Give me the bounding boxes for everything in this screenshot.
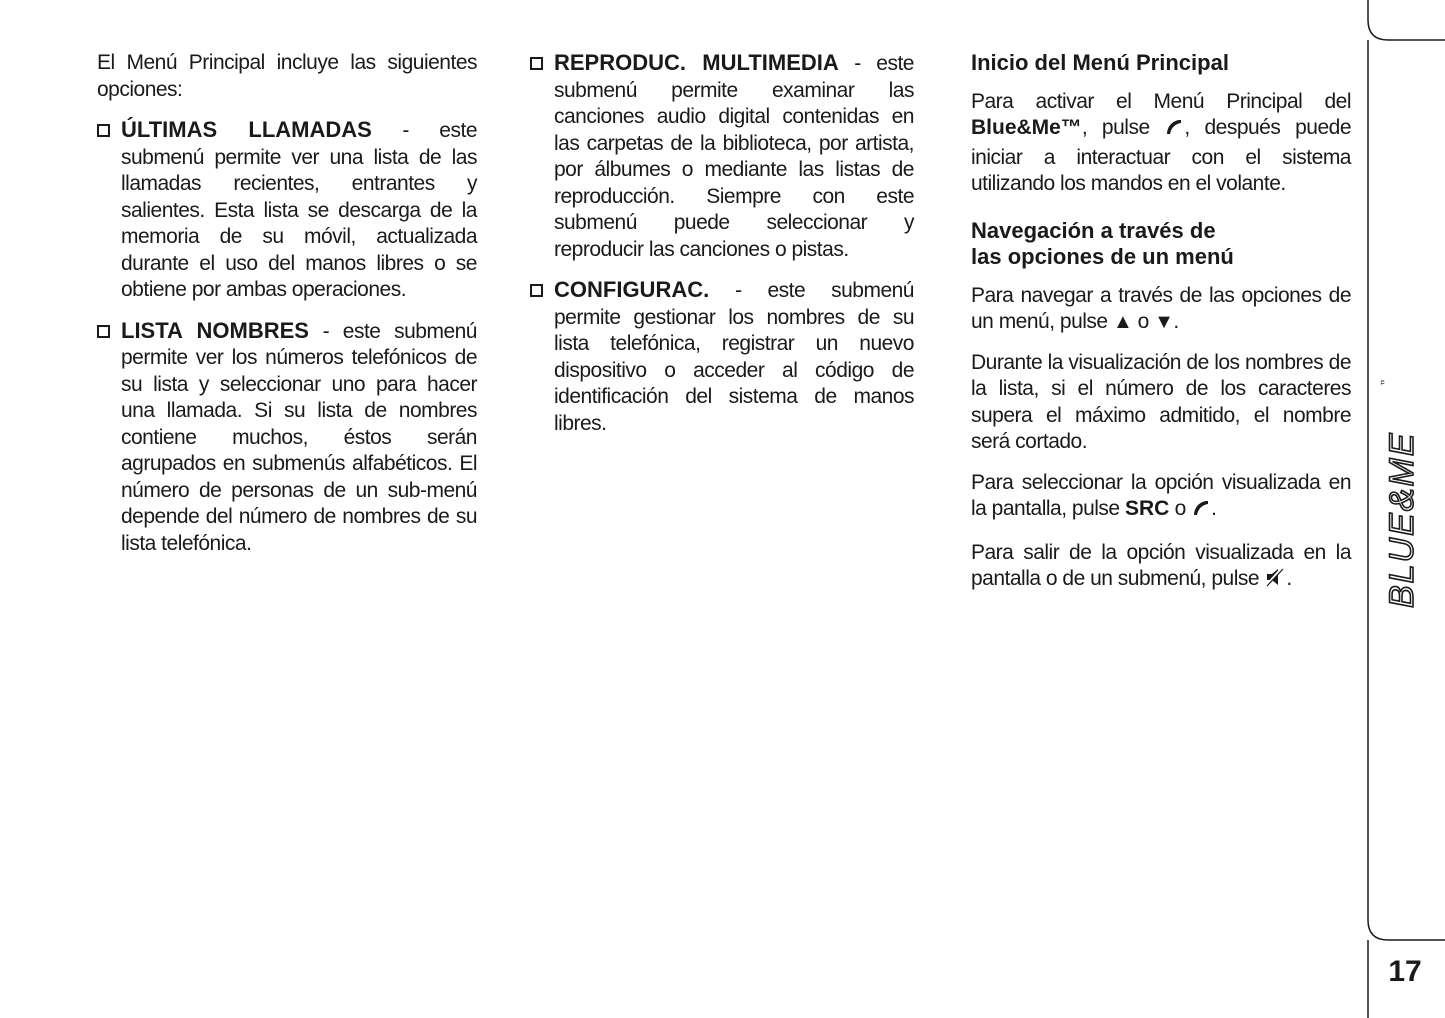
checkbox-bullet-icon <box>97 325 110 338</box>
phone-handset-icon <box>1191 498 1211 526</box>
paragraph-select <box>971 470 1351 526</box>
text-segment: , después puede iniciar a interactuar con el sistema utilizando los mandos en el volante. <box>971 116 1351 195</box>
menu-option-configurac <box>530 277 914 437</box>
text-segment: Para activar el Menú Principal del <box>971 89 1351 113</box>
checkbox-bullet-icon <box>97 124 110 137</box>
option-description: - este submenú permite gestionar los nombres de su lista telefónica, registrar un nuevo dispositivo o acceder al código de identificación del sistema de manos libres. <box>554 279 914 435</box>
heading-line: las opciones de un menú <box>971 244 1234 269</box>
brand-logo-vertical <box>1380 380 1420 610</box>
checkbox-bullet-icon <box>530 57 543 70</box>
text-segment: o <box>1132 310 1155 333</box>
text-segment: Para seleccionar la opción visualizada en la pantalla, pulse <box>971 470 1351 520</box>
src-key-label: SRC <box>1124 497 1170 520</box>
column-1 <box>97 50 477 571</box>
arrow-down-icon: ▼ <box>1154 311 1174 333</box>
section-heading-inicio: Inicio del Menú Principal <box>971 50 1229 75</box>
option-keyword: CONFIGURAC. <box>554 277 710 302</box>
text-segment: . <box>1211 497 1217 520</box>
menu-option-lista-nombres <box>97 318 477 558</box>
trademark-text: ™ <box>1380 380 1389 386</box>
text-segment: o <box>1169 497 1192 520</box>
brand-text: BLUE&ME <box>1383 431 1420 608</box>
column-2 <box>530 50 914 451</box>
page-number: 17 <box>1388 955 1422 988</box>
text-segment: , pulse <box>1081 116 1165 139</box>
option-description: - este submenú permite ver los números telefónicos de su lista y seleccionar uno para hacer una llamada. Si su lista de nombres contiene muchos, éstos serán agrupados en submenús alfabéticos. El número de personas de un sub-menú depende del número de nombres de su lista telefónica. <box>121 319 477 555</box>
column-3 <box>971 50 1351 610</box>
menu-option-reproduc-multimedia <box>530 50 914 263</box>
text-segment: . <box>1173 310 1179 333</box>
phone-handset-icon <box>1164 117 1184 145</box>
option-description: - este submenú permite ver una lista de las llamadas recientes, entrantes y salientes. Esta lista se descarga de la memoria de su móvil, actualizada durante el uso del manos libres o se obtiene por ambas operaciones. <box>121 119 477 301</box>
option-keyword: LISTA NOMBRES <box>121 317 309 343</box>
heading-line: Navegación a través de <box>971 217 1216 243</box>
option-keyword: REPRODUC. MULTIMEDIA <box>554 50 839 75</box>
text-segment: Para navegar a través de las opciones de un menú, pulse <box>971 283 1351 333</box>
checkbox-bullet-icon <box>530 284 543 297</box>
menu-option-ultimas-llamadas <box>97 117 477 304</box>
brand-name: Blue&Me™ <box>971 116 1082 139</box>
paragraph-navigate <box>971 283 1351 336</box>
section-heading-navegacion <box>971 218 1351 271</box>
paragraph-activate-menu <box>971 89 1351 198</box>
text-segment: Para salir de la opción visualizada en la pantalla o de un submenú, pulse <box>971 540 1351 590</box>
paragraph-exit <box>971 540 1351 596</box>
option-keyword: ÚLTIMAS LLAMADAS <box>121 117 372 142</box>
intro-text: El Menú Principal incluye las siguientes opciones: <box>97 51 477 101</box>
text-segment: . <box>1286 567 1292 590</box>
option-description: - este submenú permite examinar las canciones audio digital contenidas en las carpetas de la biblioteca, por artista, por álbumes o mediante las listas de reproducción. Siempre con este submenú puede seleccionar y reproducir las canciones o pistas. <box>554 52 914 261</box>
paragraph-truncate: Durante la visualización de los nombres de la lista, si el número de los caracteres supera el máximo admitido, el nombre será cortado. <box>971 350 1351 453</box>
arrow-up-icon: ▲ <box>1112 311 1133 333</box>
mute-speaker-icon <box>1264 566 1286 596</box>
